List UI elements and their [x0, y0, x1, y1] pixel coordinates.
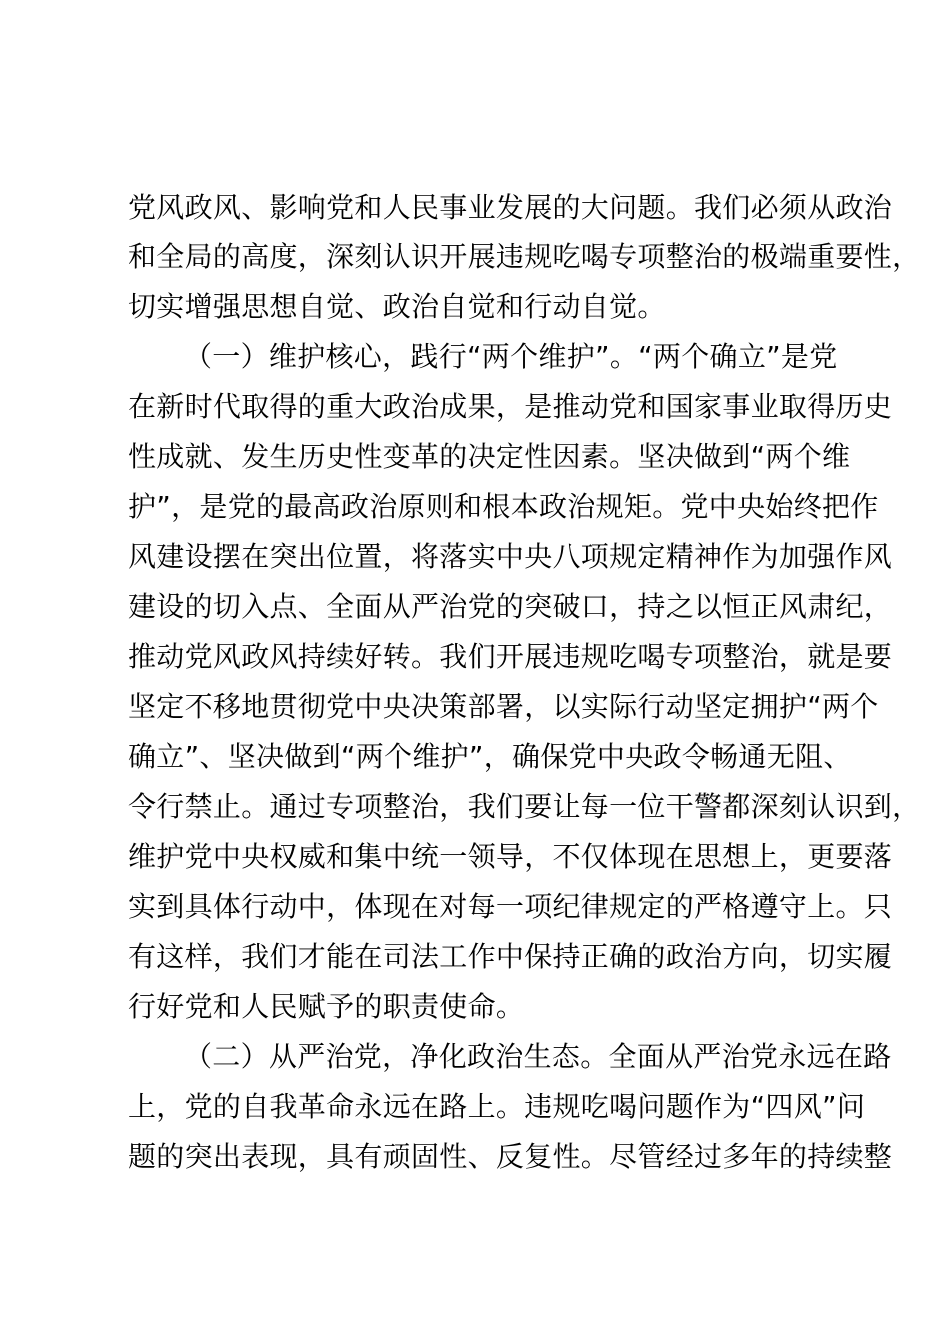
paragraph-heading-line: （一）维护核心，践行“两个维护”。“两个确立”是党 [184, 340, 838, 373]
text-line: 和全局的高度，深刻认识开展违规吃喝专项整治的极端重要性， [128, 240, 921, 273]
text-line: 实到具体行动中，体现在对每一项纪律规定的严格遵守上。只 [128, 890, 893, 923]
text-line: 维护党中央权威和集中统一领导，不仅体现在思想上，更要落 [128, 840, 893, 873]
text-line: 确立”、坚决做到“两个维护”，确保党中央政令畅通无阻、 [128, 740, 852, 773]
text-line: 建设的切入点、全面从严治党的突破口，持之以恒正风肃纪， [128, 590, 893, 623]
text-line: 上，党的自我革命永远在路上。违规吃喝问题作为“四风”问 [128, 1090, 866, 1123]
text-line: 坚定不移地贯彻党中央决策部署，以实际行动坚定拥护“两个 [128, 690, 879, 723]
text-line: 党风政风、影响党和人民事业发展的大问题。我们必须从政治 [128, 191, 893, 224]
text-line: 题的突出表现，具有顽固性、反复性。尽管经过多年的持续整 [128, 1140, 893, 1173]
text-line: 有这样，我们才能在司法工作中保持正确的政治方向，切实履 [128, 940, 893, 973]
text-line: 行好党和人民赋予的职责使命。 [128, 990, 525, 1023]
text-line: 切实增强思想自觉、政治自觉和行动自觉。 [128, 290, 666, 323]
text-line: 推动党风政风持续好转。我们开展违规吃喝专项整治，就是要 [128, 640, 893, 673]
text-line: 性成就、发生历史性变革的决定性因素。坚决做到“两个维 [128, 440, 851, 473]
text-line: 在新时代取得的重大政治成果，是推动党和国家事业取得历史 [128, 390, 893, 423]
text-line: 护”，是党的最高政治原则和根本政治规矩。党中央始终把作 [128, 490, 879, 523]
text-line: 令行禁止。通过专项整治，我们要让每一位干警都深刻认识到， [128, 790, 921, 823]
paragraph-heading-line: （二）从严治党，净化政治生态。全面从严治党永远在路 [184, 1040, 892, 1073]
text-line: 风建设摆在突出位置，将落实中央八项规定精神作为加强作风 [128, 540, 893, 573]
